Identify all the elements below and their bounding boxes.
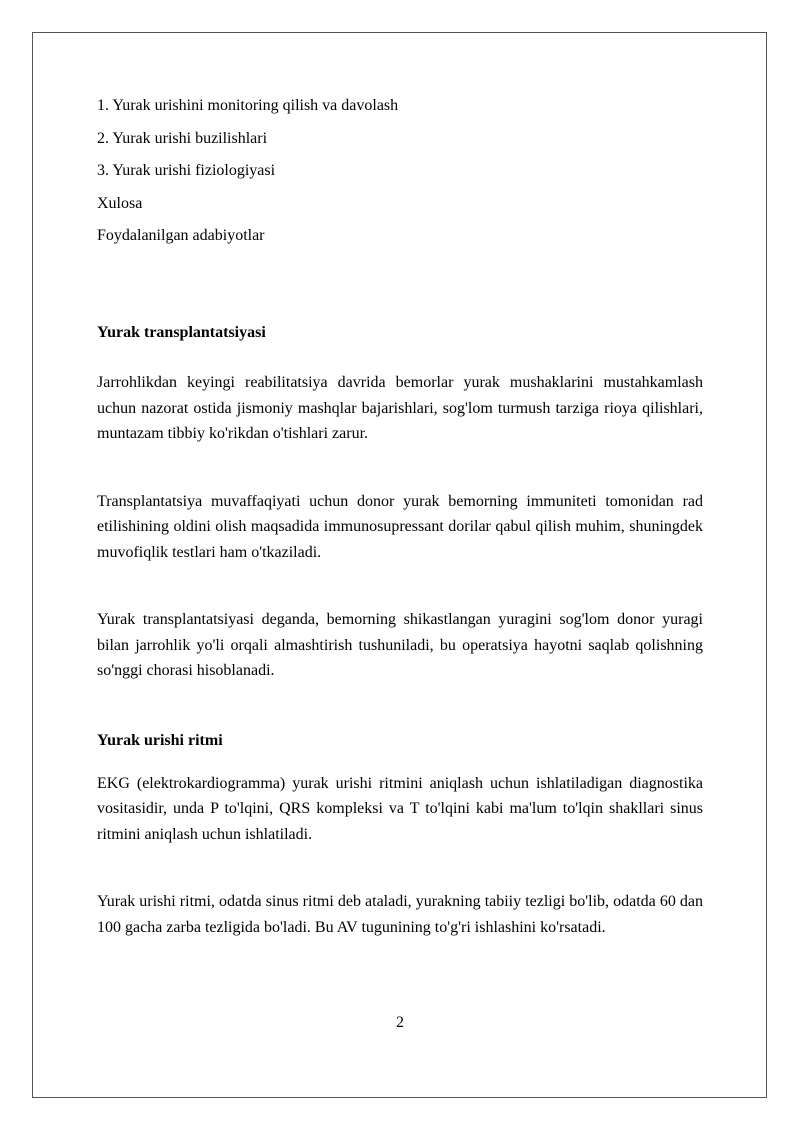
paragraph-transplant-definition: Yurak transplantatsiyasi deganda, bemorning shikastlangan yuragini sog'lom donor yuragi bilan jarrohlik yo'li orqali almashtirish tushuniladi, bu operatsiya hayotni saqlab qolishning so'nggi chorasi hisoblanadi. xyxy=(97,611,703,679)
document-body xyxy=(97,96,703,940)
toc-item-conclusion: Xulosa xyxy=(97,194,143,212)
toc-item-3: 3. Yurak urishi fiziologiyasi xyxy=(97,162,276,179)
paragraph-immunosuppressants: Transplantatsiya muvaffaqiyati uchun donor yurak bemorning immuniteti tomonidan rad etilishining oldini olish maqsadida immunosupressant dorilar qabul qilish muhim, shuningdek muvofiqlik testlari ham o'tkaziladi. xyxy=(97,492,703,561)
section-heading-heart-transplant: Yurak transplantatsiyasi xyxy=(97,324,266,341)
paragraph-ecg: EKG (elektrokardiogramma) yurak urishi ritmini aniqlash uchun ishlatiladigan diagnostika vositasidir, unda P to'lqini, QRS kompleksi va T to'lqini kabi ma'lum to'lqin shakllari sinus ritmini aniqlash uchun ishlatiladi. xyxy=(97,774,703,843)
section-heading-heart-rhythm: Yurak urishi ritmi xyxy=(97,731,223,749)
toc-item-1: 1. Yurak urishini monitoring qilish va davolash xyxy=(97,97,399,114)
toc-item-2: 2. Yurak urishi buzilishlari xyxy=(97,129,268,147)
page-number: 2 xyxy=(396,1014,404,1031)
paragraph-rehabilitation: Jarrohlikdan keyingi reabilitatsiya davrida bemorlar yurak mushaklarini mustahkamlash uchun nazorat ostida jismoniy mashqlar bajarishlari, sog'lom turmush tarziga rioya qilishlari, muntazam tibbiy ko'rikdan o'tishlari zarur. xyxy=(97,374,703,442)
table-of-contents xyxy=(97,96,703,246)
paragraph-sinus-rhythm: Yurak urishi ritmi, odatda sinus ritmi deb ataladi, yurakning tabiiy tezligi bo'lib, odatda 60 dan 100 gacha zarba tezligida bo'ladi. Bu AV tugunining to'g'ri ishlashini ko'rsatadi. xyxy=(97,893,703,936)
toc-item-references: Foydalanilgan adabiyotlar xyxy=(97,227,265,244)
